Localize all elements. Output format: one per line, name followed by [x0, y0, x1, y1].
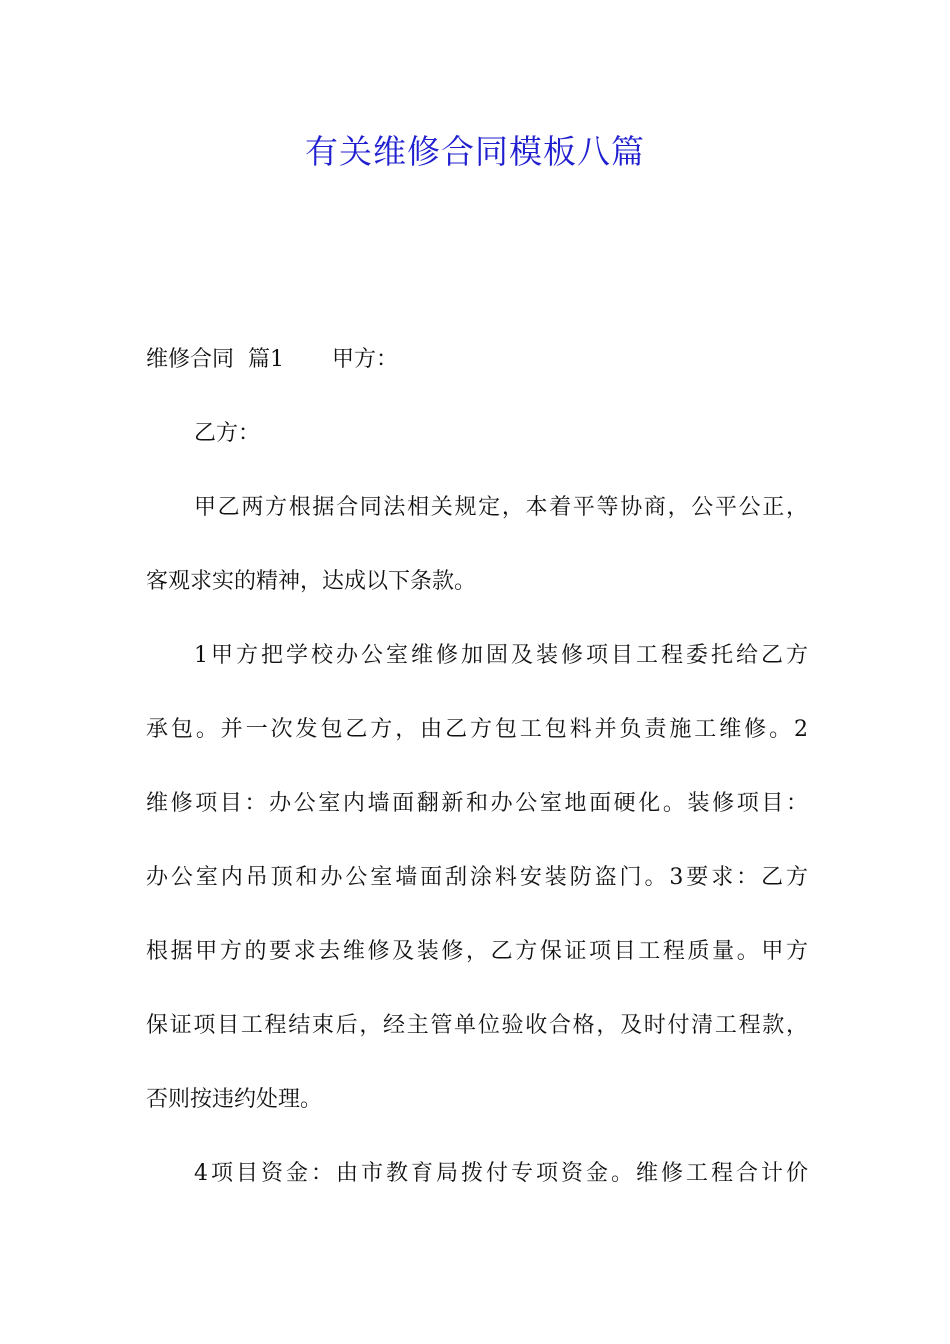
paragraph-line: 保证项目工程结束后，经主管单位验收合格，及时付清工程款， — [146, 1013, 808, 1038]
paragraph-line: 客观求实的精神，达成以下条款。 — [146, 569, 477, 594]
paragraph-line: 1甲方把学校办公室维修加固及装修项目工程委托给乙方 — [194, 643, 808, 668]
document-title: 有关维修合同模板八篇 — [305, 132, 645, 171]
section-heading-line — [146, 330, 808, 404]
section-label: 维修合同 篇1 — [146, 347, 284, 372]
paragraph-line: 承包。并一次发包乙方，由乙方包工包料并负责施工维修。2 — [146, 717, 808, 742]
document-body — [146, 330, 808, 1218]
paragraph-line: 根据甲方的要求去维修及装修，乙方保证项目工程质量。甲方 — [146, 939, 808, 964]
party-a-label: 甲方： — [331, 347, 398, 372]
paragraph-line: 办公室内吊顶和办公室墙面刮涂料安装防盗门。3要求：乙方 — [146, 865, 808, 890]
paragraph-line: 4项目资金：由市教育局拨付专项资金。维修工程合计价 — [194, 1161, 808, 1186]
paragraph-line: 甲乙两方根据合同法相关规定，本着平等协商，公平公正， — [194, 495, 808, 520]
paragraph-line: 维修项目：办公室内墙面翻新和办公室地面硬化。装修项目： — [146, 791, 808, 816]
paragraph-line: 否则按违约处理。 — [146, 1087, 323, 1112]
party-b-line: 乙方： — [194, 421, 261, 446]
